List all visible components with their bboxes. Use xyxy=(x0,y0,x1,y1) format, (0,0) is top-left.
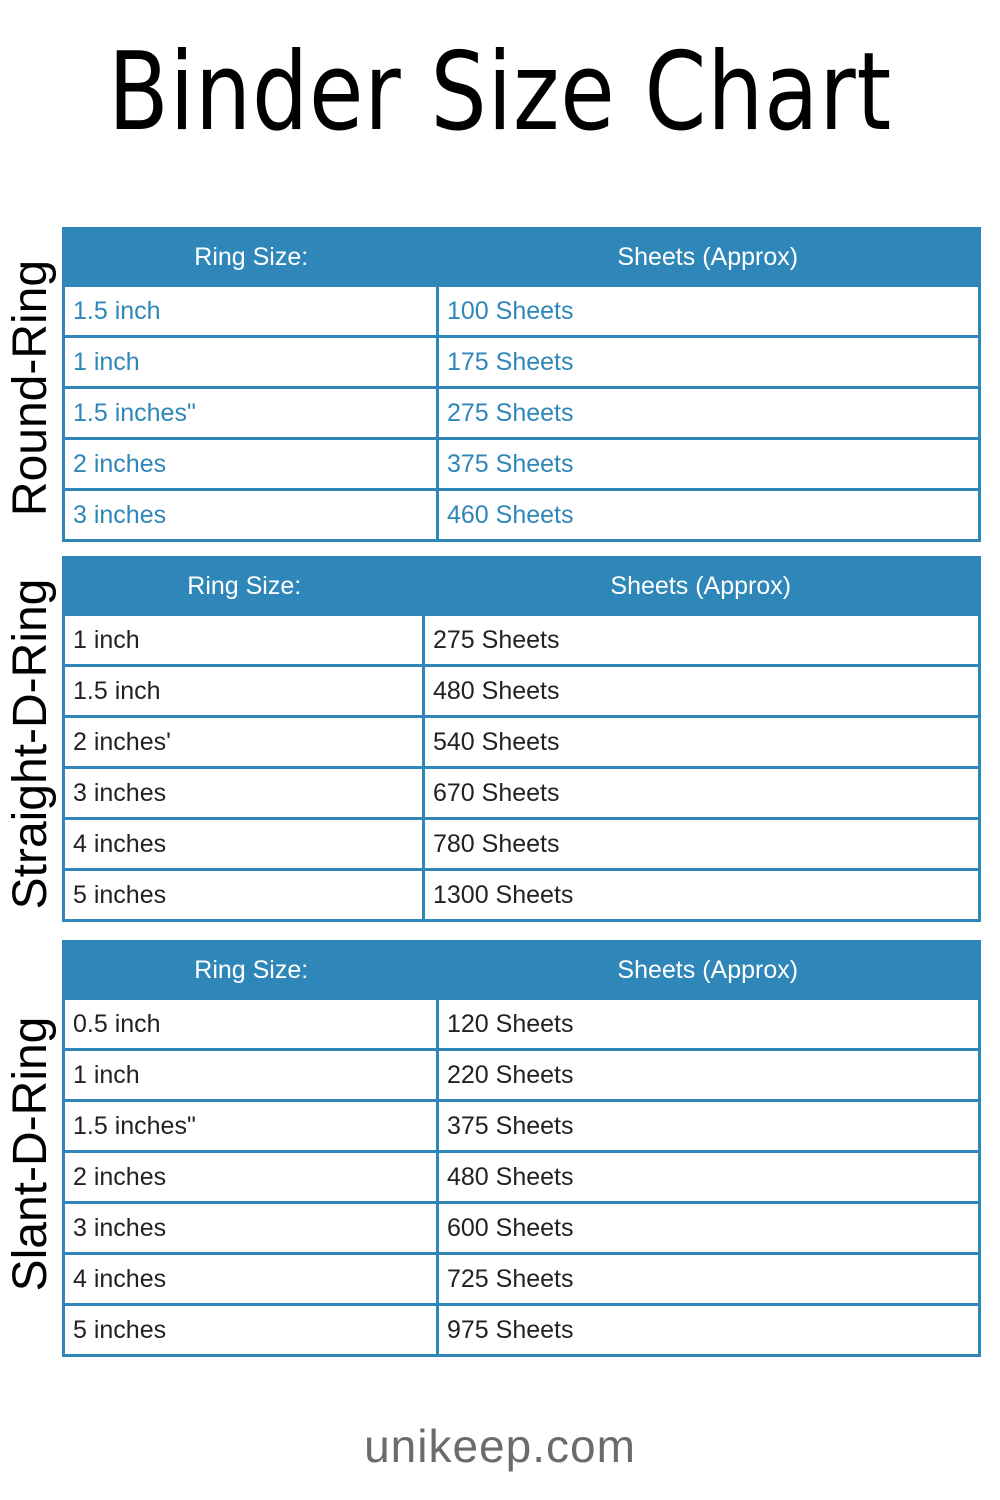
ring-size-cell: 1 inch xyxy=(64,337,438,388)
header-sheets: Sheets (Approx) xyxy=(438,229,980,286)
header-sheets: Sheets (Approx) xyxy=(438,942,980,999)
ring-size-cell: 5 inches xyxy=(64,870,424,921)
section-label-slant-d-ring: Slant-D-Ring xyxy=(4,1016,57,1292)
table-row xyxy=(64,1152,980,1203)
sheets-cell: 375 Sheets xyxy=(438,1101,980,1152)
table-row xyxy=(64,999,980,1050)
ring-size-cell: 1.5 inches" xyxy=(64,1101,438,1152)
section-label-round-ring-wrap xyxy=(0,228,62,548)
ring-size-cell: 1.5 inches" xyxy=(64,388,438,439)
sheets-cell: 780 Sheets xyxy=(424,819,980,870)
sheets-cell: 725 Sheets xyxy=(438,1254,980,1305)
table-row xyxy=(64,819,980,870)
table-row xyxy=(64,286,980,337)
ring-size-cell: 2 inches xyxy=(64,439,438,490)
table-row xyxy=(64,1254,980,1305)
sheets-cell: 100 Sheets xyxy=(438,286,980,337)
table-header-row xyxy=(64,558,980,615)
sheets-cell: 375 Sheets xyxy=(438,439,980,490)
sheets-cell: 120 Sheets xyxy=(438,999,980,1050)
table-row xyxy=(64,870,980,921)
page-title: Binder Size Chart xyxy=(108,30,892,155)
table-row xyxy=(64,439,980,490)
sheets-cell: 175 Sheets xyxy=(438,337,980,388)
ring-size-cell: 1.5 inch xyxy=(64,666,424,717)
ring-size-cell: 2 inches xyxy=(64,1152,438,1203)
sheets-cell: 275 Sheets xyxy=(438,388,980,439)
ring-size-cell: 3 inches xyxy=(64,490,438,541)
sheets-cell: 1300 Sheets xyxy=(424,870,980,921)
table-row xyxy=(64,490,980,541)
sheets-cell: 220 Sheets xyxy=(438,1050,980,1101)
ring-size-cell: 4 inches xyxy=(64,819,424,870)
sheets-cell: 480 Sheets xyxy=(424,666,980,717)
sheets-cell: 670 Sheets xyxy=(424,768,980,819)
section-label-round-ring: Round-Ring xyxy=(4,259,57,517)
ring-size-cell: 3 inches xyxy=(64,1203,438,1254)
slant-d-ring-table xyxy=(62,940,981,1357)
ring-size-cell: 5 inches xyxy=(64,1305,438,1356)
table-row xyxy=(64,768,980,819)
ring-size-cell: 4 inches xyxy=(64,1254,438,1305)
table-row xyxy=(64,1305,980,1356)
sheets-cell: 275 Sheets xyxy=(424,615,980,666)
table-row xyxy=(64,388,980,439)
table-row xyxy=(64,337,980,388)
sheets-cell: 540 Sheets xyxy=(424,717,980,768)
ring-size-cell: 0.5 inch xyxy=(64,999,438,1050)
sheets-cell: 480 Sheets xyxy=(438,1152,980,1203)
section-label-straight-d-ring-wrap xyxy=(0,556,62,932)
footer-site-name: unikeep.com xyxy=(364,1420,636,1472)
table-row xyxy=(64,1050,980,1101)
table-row xyxy=(64,717,980,768)
sheets-cell: 975 Sheets xyxy=(438,1305,980,1356)
table-row xyxy=(64,1101,980,1152)
header-sheets: Sheets (Approx) xyxy=(424,558,980,615)
table-header-row xyxy=(64,942,980,999)
straight-d-ring-table xyxy=(62,556,981,922)
header-ring-size: Ring Size: xyxy=(64,558,424,615)
header-ring-size: Ring Size: xyxy=(64,942,438,999)
ring-size-cell: 2 inches' xyxy=(64,717,424,768)
ring-size-cell: 3 inches xyxy=(64,768,424,819)
header-ring-size: Ring Size: xyxy=(64,229,438,286)
table-header-row xyxy=(64,229,980,286)
round-ring-table xyxy=(62,227,981,542)
section-label-slant-d-ring-wrap xyxy=(0,940,62,1368)
ring-size-cell: 1 inch xyxy=(64,1050,438,1101)
sheets-cell: 460 Sheets xyxy=(438,490,980,541)
section-label-straight-d-ring: Straight-D-Ring xyxy=(4,578,57,910)
table-row xyxy=(64,1203,980,1254)
table-row xyxy=(64,615,980,666)
table-row xyxy=(64,666,980,717)
ring-size-cell: 1 inch xyxy=(64,615,424,666)
ring-size-cell: 1.5 inch xyxy=(64,286,438,337)
sheets-cell: 600 Sheets xyxy=(438,1203,980,1254)
